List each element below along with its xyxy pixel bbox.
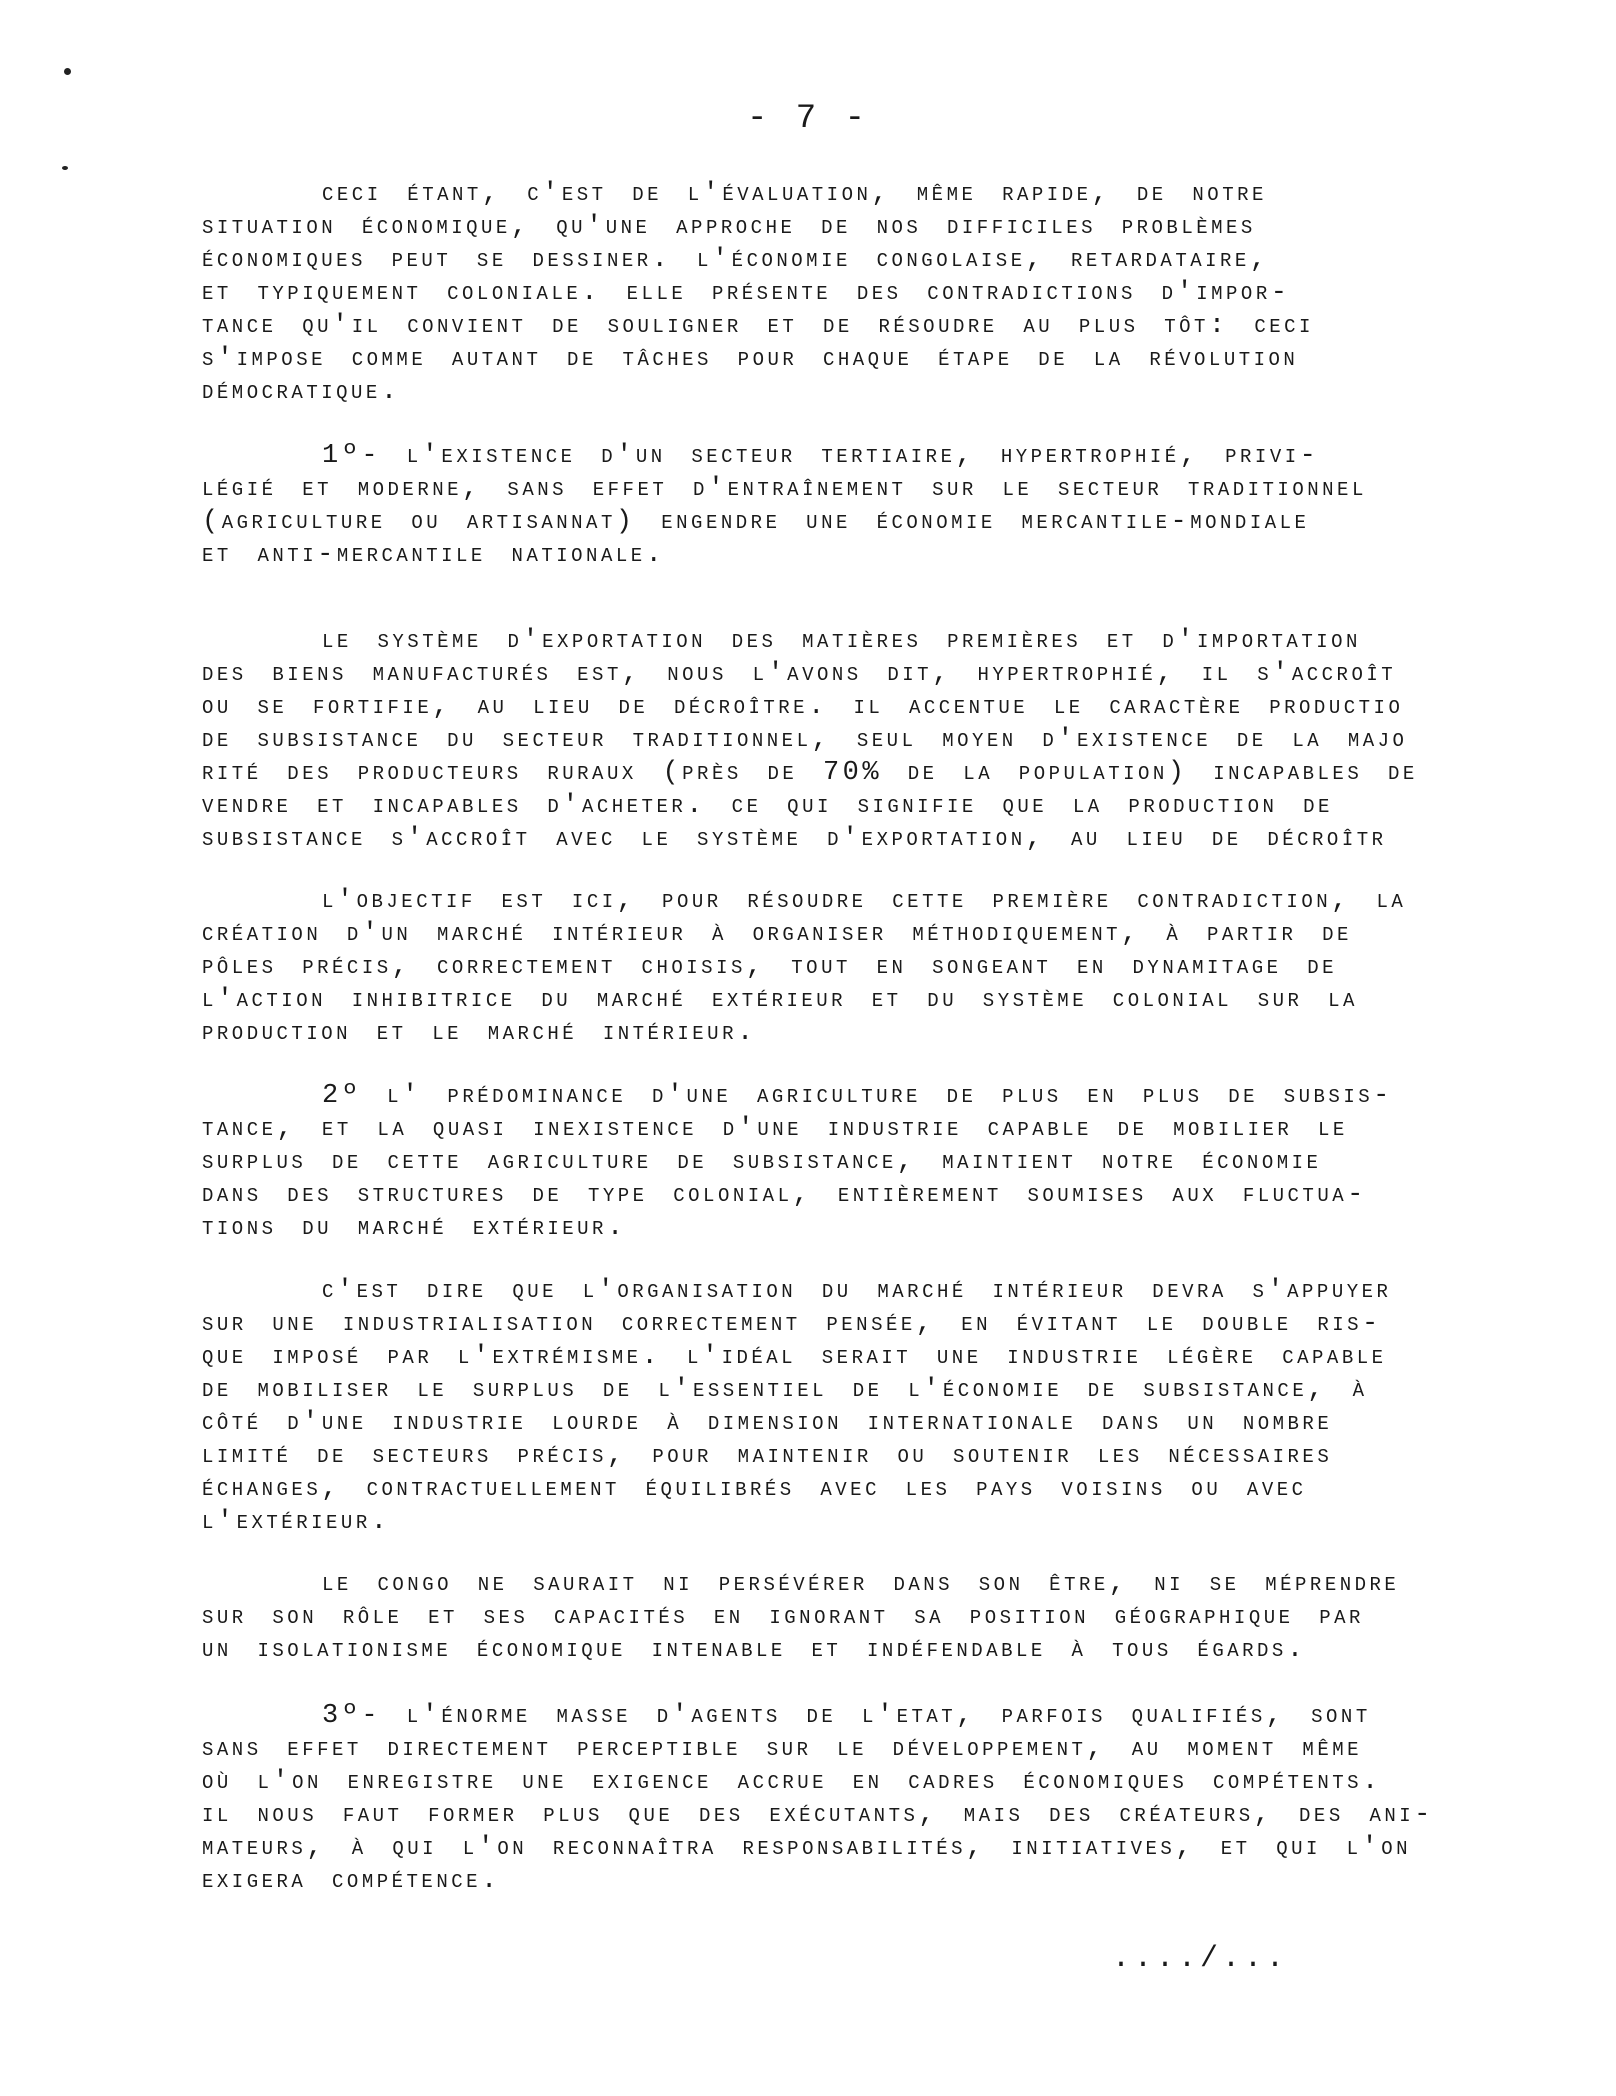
- paragraph: [202, 1568, 1542, 1667]
- text-line: le congo ne saurait ni persévérer dans son être, ni se méprendre: [322, 1569, 1400, 1599]
- text-line: côté d'une industrie lourde à dimension internationale dans un nombre: [202, 1408, 1333, 1438]
- text-line: s'impose comme autant de tâches pour chaque étape de la révolution: [202, 344, 1299, 374]
- text-line: sur une industrialisation correctement pensée, en évitant le double ris-: [202, 1309, 1382, 1339]
- text-line: c'est dire que l'organisation du marché intérieur devra s'appuyer: [322, 1276, 1392, 1306]
- text-line: de subsistance du secteur traditionnel, seul moyen d'existence de la majo: [202, 725, 1408, 755]
- text-line: situation économique, qu'une approche de nos difficiles problèmes: [202, 212, 1256, 242]
- text-line: où l'on enregistre une exigence accrue en cadres économiques compétents.: [202, 1767, 1382, 1797]
- paragraph: [202, 1700, 1542, 1898]
- text-line: sans effet directement perceptible sur le développement, au moment même: [202, 1734, 1363, 1764]
- text-line: (agriculture ou artisannat) engendre une économie mercantile-mondiale: [202, 507, 1310, 537]
- text-line: pôles précis, correctement choisis, tout en songeant en dynamitage de: [202, 952, 1338, 982]
- continuation-mark: ..../...: [1112, 1942, 1289, 1976]
- paragraph: [202, 885, 1542, 1050]
- text-line: tions du marché extérieur.: [202, 1213, 627, 1243]
- text-line: mateurs, à qui l'on reconnaîtra responsabilités, initiatives, et qui l'on: [202, 1833, 1412, 1863]
- text-line: ou se fortifie, au lieu de décroître. il accentue le caractère productio: [202, 692, 1404, 722]
- text-line: rité des producteurs ruraux (près de 70% de la population) incapables de: [202, 758, 1418, 788]
- paragraph: [202, 1080, 1542, 1245]
- text-line: et anti-mercantile nationale.: [202, 540, 666, 570]
- text-line: surplus de cette agriculture de subsistance, maintient notre économie: [202, 1147, 1322, 1177]
- page-number: - 7 -: [746, 100, 870, 138]
- text-line: sur son rôle et ses capacités en ignorant sa position géographique par: [202, 1602, 1364, 1632]
- text-line: 2º l' prédominance d'une agriculture de plus en plus de subsis-: [322, 1081, 1393, 1111]
- paragraph: [202, 440, 1542, 572]
- text-line: limité de secteurs précis, pour maintenir ou soutenir les nécessaires: [202, 1441, 1333, 1471]
- text-line: l'extérieur.: [202, 1507, 391, 1537]
- text-line: création d'un marché intérieur à organiser méthodiquement, à partir de: [202, 919, 1352, 949]
- text-line: il nous faut former plus que des exécutants, mais des créateurs, des ani-: [202, 1800, 1434, 1830]
- text-line: tance, et la quasi inexistence d'une industrie capable de mobilier le: [202, 1114, 1348, 1144]
- text-line: le système d'exportation des matières premières et d'importation: [322, 626, 1361, 656]
- text-line: 1º- l'existence d'un secteur tertiaire, hypertrophié, privi-: [322, 441, 1320, 471]
- text-line: exigera compétence.: [202, 1866, 501, 1896]
- text-line: un isolationisme économique intenable et indéfendable à tous égards.: [202, 1635, 1307, 1665]
- text-line: 3º- l'énorme masse d'agents de l'etat, parfois qualifiés, sont: [322, 1701, 1371, 1731]
- text-line: ceci étant, c'est de l'évaluation, même rapide, de notre: [322, 179, 1267, 209]
- text-line: échanges, contractuellement équilibrés avec les pays voisins ou avec: [202, 1474, 1307, 1504]
- paragraph: [202, 178, 1542, 409]
- text-line: que imposé par l'extrémisme. l'idéal serait une industrie légère capable: [202, 1342, 1387, 1372]
- text-line: démocratique.: [202, 377, 401, 407]
- text-line: tance qu'il convient de souligner et de résoudre au plus tôt: ceci: [202, 311, 1314, 341]
- text-line: des biens manufacturés est, nous l'avons dit, hypertrophié, il s'accroît: [202, 659, 1397, 689]
- text-line: vendre et incapables d'acheter. ce qui signifie que la production de: [202, 791, 1333, 821]
- paper-speck: [62, 166, 68, 170]
- paper-speck: [64, 68, 71, 75]
- text-line: l'objectif est ici, pour résoudre cette première contradiction, la: [322, 886, 1407, 916]
- text-line: dans des structures de type colonial, entièrement soumises aux fluctua-: [202, 1180, 1367, 1210]
- paragraph: [202, 1275, 1542, 1539]
- paragraph: [202, 625, 1542, 856]
- text-line: économiques peut se dessiner. l'économie congolaise, retardataire,: [202, 245, 1270, 275]
- text-line: l'action inhibitrice du marché extérieur et du système colonial sur la: [202, 985, 1358, 1015]
- text-line: de mobiliser le surplus de l'essentiel de l'économie de subsistance, à: [202, 1375, 1368, 1405]
- text-line: subsistance s'accroît avec le système d'exportation, au lieu de décroîtr: [202, 824, 1387, 854]
- text-line: légié et moderne, sans effet d'entraînement sur le secteur traditionnel: [202, 474, 1367, 504]
- text-line: et typiquement coloniale. elle présente des contradictions d'impor-: [202, 278, 1291, 308]
- text-line: production et le marché intérieur.: [202, 1018, 757, 1048]
